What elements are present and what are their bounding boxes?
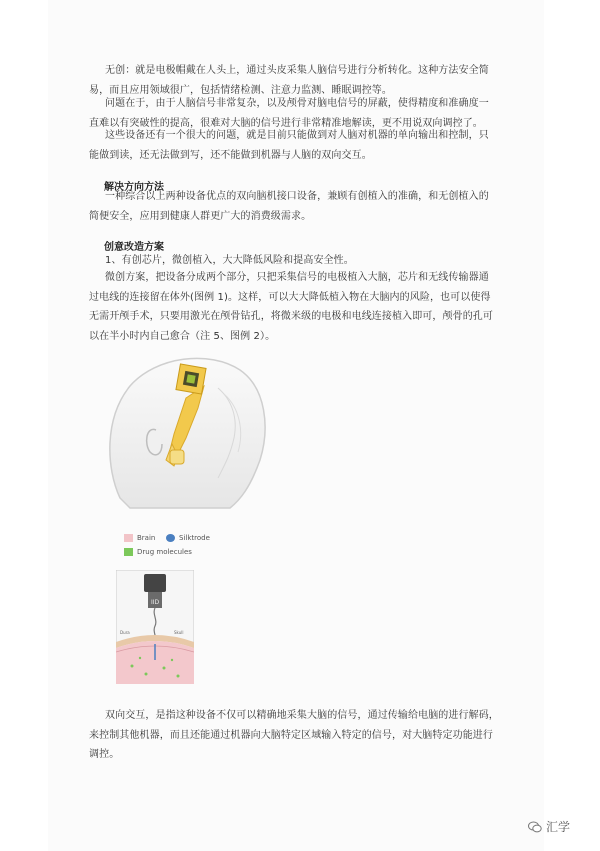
text-line: 一种综合以上两种设备优点的双向脑机接口设备，兼顾有创植入的准确，和无创植入的: [105, 191, 489, 202]
text-line: 双向交互，是指这种设备不仅可以精确地采集大脑的信号，通过传输给电脑的进行解码，: [105, 710, 499, 721]
intro-paragraph-3: [89, 126, 514, 165]
legend-item-drug-molecules: [124, 548, 192, 556]
legend-swatch: [124, 548, 133, 556]
text-line: 来控制其他机器，而且还能通过机器向大脑特定区域输入特定的信号，对大脑特定功能进行: [89, 729, 493, 741]
skull-cross-section-diagram: [116, 570, 194, 684]
watermark: [528, 818, 570, 835]
legend-item-silktrode: [166, 534, 210, 542]
device-label: IID: [151, 599, 160, 606]
text-line: 无需开颅手术，只要用激光在颅骨钻孔，将微米级的电极和电线连接植入即可，颅骨的孔可: [89, 311, 493, 322]
skull-label: Skull: [174, 630, 184, 635]
text-line: 直难以有突破性的提高，很难对大脑的信号进行非常精准地解读，更不用说双向调控了。: [89, 117, 483, 129]
watermark-text: 汇学: [546, 820, 571, 834]
legend-label: Brain: [137, 534, 156, 542]
text-line: 问题在于，由于人脑信号非常复杂，以及颅骨对脑电信号的屏蔽，使得精度和准确度一: [105, 98, 489, 109]
legend-swatch: [166, 534, 175, 542]
legend-label: Drug molecules: [137, 548, 192, 556]
dura-label: Dura: [120, 630, 130, 635]
legend-label: Silktrode: [179, 534, 210, 542]
text-line: 能做到读，还无法做到写，还不能做到机器与人脑的双向交互。: [89, 149, 372, 161]
text-line: 简便安全，应用到健康人群更广大的消费级需求。: [89, 210, 312, 222]
section-heading-solution: 解决方向方法: [104, 182, 164, 193]
plan-paragraph: [89, 268, 514, 346]
text-line: 微创方案，把设备分成两个部分，只把采集信号的电极植入大脑，芯片和无线传输器通: [105, 272, 489, 283]
text-line: 1、有创芯片，微创植入，大大降低风险和提高安全性。: [105, 255, 354, 266]
figure-legend: [120, 530, 300, 560]
text-line: 无创：就是电极帽戴在人头上，通过头皮采集人脑信号进行分析转化。这种方法安全简: [105, 65, 489, 76]
head-implant-illustration: [100, 348, 270, 510]
text-line: 过电线的连接留在体外(图例 1)。这样，可以大大降低植入物在大脑内的风险，也可以使得: [89, 291, 491, 303]
text-line: 调控。: [89, 749, 120, 760]
text-line: 易，而且应用领域很广，包括情绪检测、注意力监测、睡眠调控等。: [89, 84, 392, 96]
text-line: 这些设备还有一个很大的问题，就是目前只能做到对人脑对机器的单向输出和控制，只: [105, 130, 489, 141]
legend-item-brain: [124, 534, 155, 542]
section-heading-plan: 创意改造方案: [104, 242, 164, 253]
wechat-icon: [528, 821, 542, 833]
bidirectional-paragraph: [89, 706, 514, 765]
solution-paragraph: [89, 187, 514, 226]
legend-swatch: [124, 534, 133, 542]
text-line: 以在半小时内自己愈合（注 5、图例 2）。: [89, 330, 276, 342]
